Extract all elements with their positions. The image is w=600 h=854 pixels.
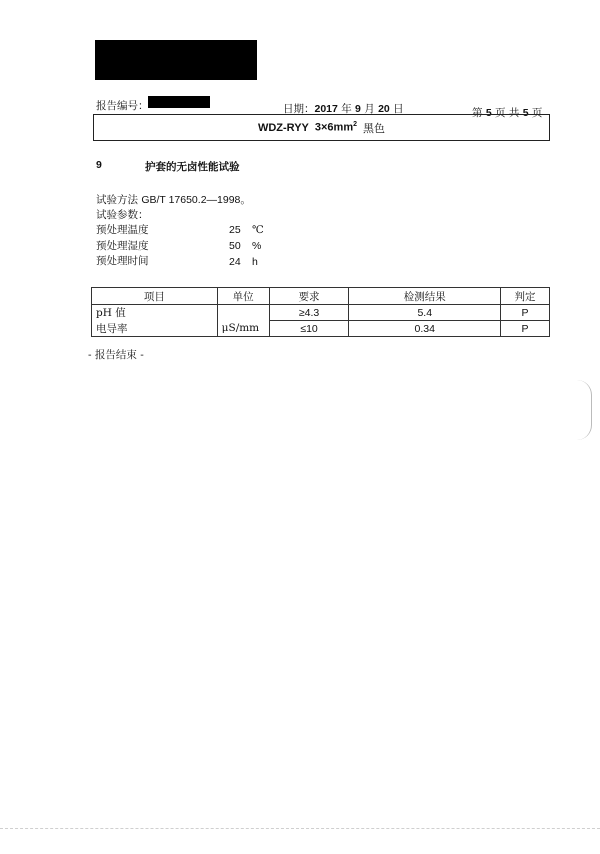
param-unit: % [252, 240, 262, 252]
param-name: 预处理湿度 [96, 240, 149, 252]
date-month: 9 [355, 103, 361, 115]
param-value: 25 [229, 224, 241, 236]
date-day: 20 [378, 103, 390, 115]
test-method-label: 试验方法 [96, 194, 138, 206]
redacted-company-block [95, 40, 257, 80]
table-header-row [92, 288, 550, 305]
param-name: 预处理时间 [96, 255, 149, 267]
cell-unit [217, 305, 269, 337]
header-unit: 单位 [217, 288, 269, 305]
section-title: 护套的无卤性能试验 [145, 161, 240, 173]
scan-bottom-line [0, 828, 600, 831]
product-color: 黑色 [363, 121, 386, 135]
param-unit: ℃ [252, 224, 264, 236]
table-row [92, 305, 550, 321]
date-label: 日期： [283, 103, 315, 115]
page-total: 5 [522, 107, 529, 119]
header-item: 项目 [92, 288, 218, 305]
date-year: 2017 [314, 103, 338, 115]
header-verdict: 判定 [501, 288, 550, 305]
redacted-report-number [148, 96, 210, 108]
param-unit: h [252, 256, 258, 268]
test-method-line [96, 192, 251, 207]
date-year-unit: 年 [341, 103, 352, 115]
param-value: 24 [229, 256, 241, 268]
date-month-unit: 月 [364, 103, 375, 115]
test-method-value: GB/T 17650.2—1998。 [141, 194, 251, 206]
cell-result: 0.34 [349, 321, 501, 337]
date-day-unit: 日 [393, 103, 404, 115]
results-table [91, 287, 550, 337]
cell-requirement: ≥4.3 [269, 305, 349, 321]
param-name: 预处理温度 [96, 224, 149, 236]
cell-unit-value: μS/mm [221, 322, 260, 334]
cell-verdict: P [501, 305, 550, 321]
product-title-box [93, 114, 550, 141]
cell-requirement: ≤10 [269, 321, 349, 337]
param-value: 50 [229, 240, 241, 252]
test-params-label: 试验参数： [96, 209, 149, 221]
cell-item: pH 值 [92, 305, 218, 321]
page-mid: 页 共 [495, 107, 520, 119]
page-current: 5 [485, 107, 492, 119]
cell-verdict: P [501, 321, 550, 337]
section-number: 9 [96, 159, 102, 171]
report-number-label: 报告编号： [96, 100, 149, 112]
header-result: 检测结果 [349, 288, 501, 305]
table-row [92, 321, 550, 337]
product-spec-value: 3×6mm [314, 121, 354, 134]
header-requirement: 要求 [269, 288, 349, 305]
cell-result: 5.4 [349, 305, 501, 321]
product-spec-sup: 2 [353, 121, 358, 129]
scan-edge-mark [577, 380, 592, 440]
product-spec [315, 121, 357, 134]
page-suffix: 页 [531, 107, 543, 119]
product-model: WDZ-RYY [257, 121, 309, 134]
page-prefix: 第 [472, 107, 483, 119]
report-end-text: - 报告结束 - [88, 349, 144, 361]
cell-item: 电导率 [92, 321, 218, 337]
